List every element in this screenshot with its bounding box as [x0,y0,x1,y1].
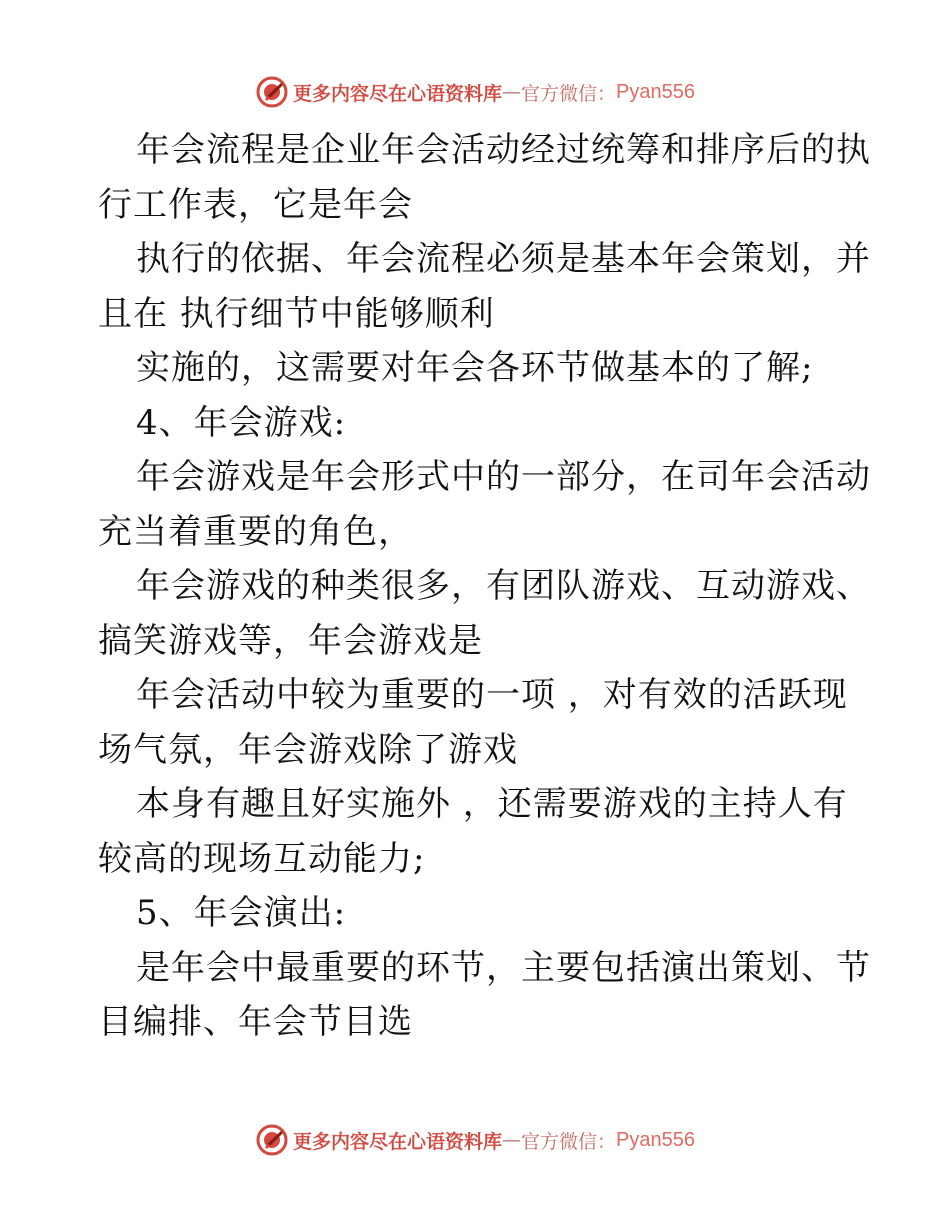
header-brand-text: 更多内容尽在心语资料库 [293,82,503,105]
section-heading: 4、年会游戏: [136,402,347,443]
body-line: 且在 执行细节中能够顺利 [98,293,495,334]
body-line: 年会游戏的种类很多，有团队游戏、互动游戏、 [136,566,871,606]
header-wechat-id: Pyan556 [616,80,695,103]
body-line: 充当着重要的角色， [98,511,413,552]
body-line: 年会流程是企业年会活动经过统筹和排序后的执 [136,130,871,170]
brand-logo-icon [255,1123,289,1157]
brand-logo-icon [255,75,289,109]
body-line: 场气氛，年会游戏除了游戏 [98,729,518,770]
header-wechat-label: 官方微信： [521,82,617,105]
section-heading: 5、年会演出: [136,893,347,933]
body-line: 目编排、年会节目选 [98,1002,413,1042]
header-watermark [0,72,950,112]
body-line: 行工作表，它是年会 [98,184,413,225]
body-line: 执行的依据、年会流程必须是基本年会策划，并 [136,239,871,279]
footer-watermark [0,1120,950,1160]
body-line: 搞笑游戏等，年会游戏是 [98,620,483,661]
body-line: 实施的，这需要对年会各环节做基本的了解; [136,348,814,388]
footer-wechat-label: 官方微信： [521,1130,617,1153]
header-separator: — [502,81,522,103]
footer-separator: — [502,1129,522,1151]
footer-wechat-id: Pyan556 [616,1128,695,1151]
document-body [98,123,871,1050]
body-line: 是年会中最重要的环节，主要包括演出策划、节 [136,947,871,988]
footer-brand-text: 更多内容尽在心语资料库 [293,1130,503,1153]
body-line: 较高的现场互动能力; [98,838,426,879]
body-line: 本身有趣且好实施外 ，还需要游戏的主持人有 [136,784,848,824]
body-line: 年会游戏是年会形式中的一部分，在司年会活动 [136,457,871,497]
body-line: 年会活动中较为重要的一项 ，对有效的活跃现 [136,675,848,715]
